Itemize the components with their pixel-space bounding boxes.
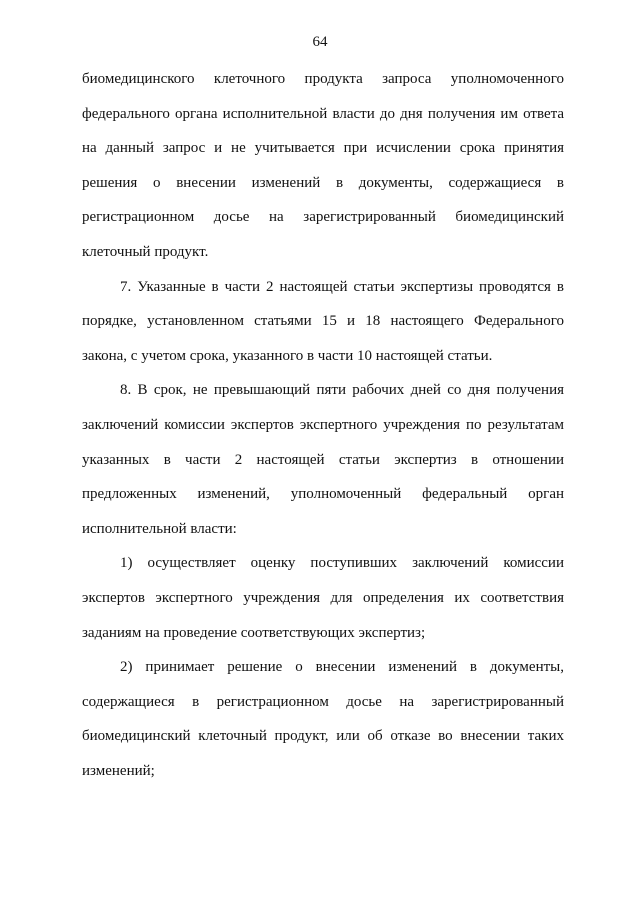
- paragraph-7: [82, 278, 564, 382]
- text-line: закона, с учетом срока, указанного в части 10 настоящей статьи.: [82, 347, 493, 364]
- text-line: экспертов экспертного учреждения для определения их соответствия: [82, 589, 564, 606]
- text-line: 2) принимает решение о внесении изменений в документы,: [120, 659, 564, 676]
- text-line: заключений комиссии экспертов экспертного учреждения по результатам: [82, 416, 564, 433]
- text-line: порядке, установленном статьями 15 и 18 настоящего Федерального: [82, 313, 564, 330]
- text-line: федерального органа исполнительной власти до дня получения им ответа: [82, 105, 564, 122]
- text-line: 1) осуществляет оценку поступивших заключений комиссии: [120, 555, 564, 572]
- text-line: на данный запрос и не учитывается при исчислении срока принятия: [82, 140, 564, 157]
- text-line: 7. Указанные в части 2 настоящей статьи экспертизы проводятся в: [120, 278, 564, 295]
- text-line: регистрационном досье на зарегистрированный биомедицинский: [82, 209, 564, 226]
- paragraph-8: [82, 381, 564, 554]
- text-line: клеточный продукт.: [82, 243, 209, 260]
- text-line: предложенных изменений, уполномоченный федеральный орган: [82, 486, 564, 503]
- text-line: 8. В срок, не превышающий пяти рабочих дней со дня получения: [120, 382, 564, 399]
- text-line: изменений;: [82, 762, 155, 779]
- list-item-2: [82, 658, 564, 796]
- document-body: [82, 70, 564, 796]
- text-line: исполнительной власти:: [82, 520, 237, 537]
- text-line: решения о внесении изменений в документы, содержащиеся в: [82, 174, 564, 191]
- page-number: 64: [312, 34, 328, 50]
- text-line: биомедицинский клеточный продукт, или об отказе во внесении таких: [82, 728, 564, 745]
- text-line: содержащиеся в регистрационном досье на зарегистрированный: [82, 693, 564, 710]
- text-line: биомедицинского клеточного продукта запроса уполномоченного: [82, 71, 564, 87]
- paragraph-continuation: [82, 70, 564, 278]
- text-line: указанных в части 2 настоящей статьи экспертиз в отношении: [82, 451, 564, 468]
- text-line: заданиям на проведение соответствующих экспертиз;: [82, 624, 426, 641]
- list-item-1: [82, 554, 564, 658]
